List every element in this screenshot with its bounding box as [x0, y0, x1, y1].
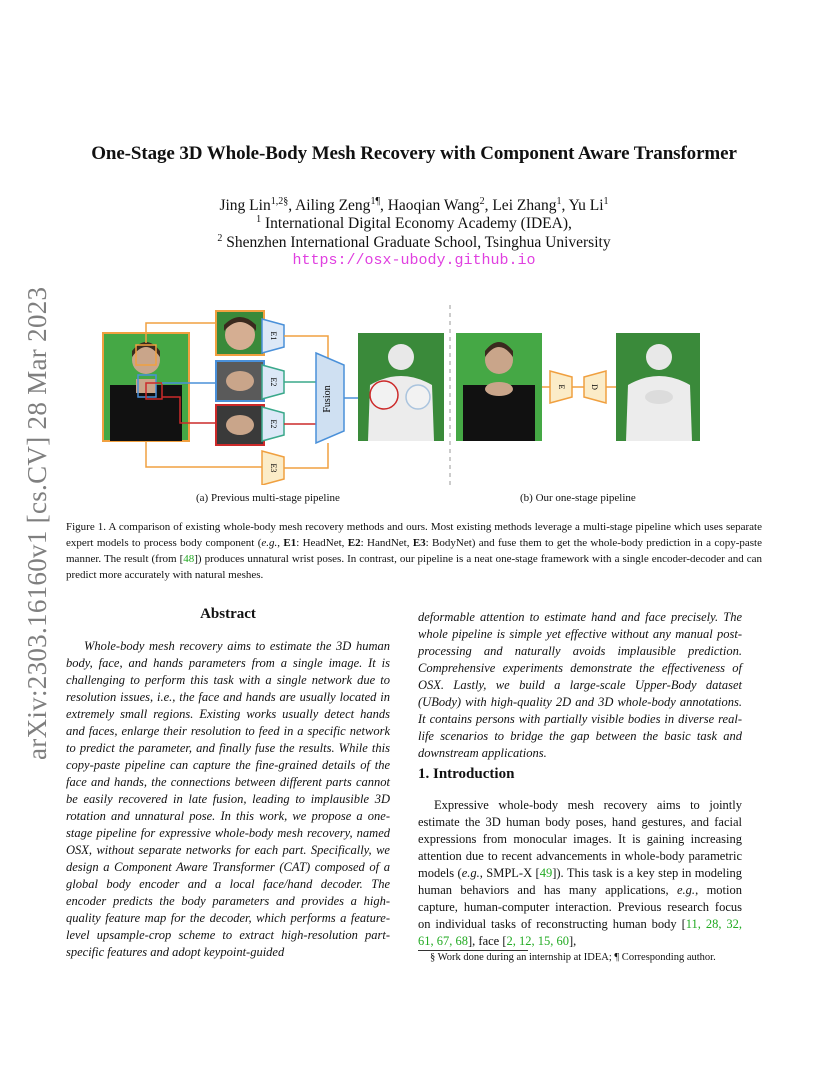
footnote-rule: [418, 950, 528, 951]
crop-hand-right: [216, 405, 264, 445]
aff-text: Shenzhen International Graduate School, Tsinghua University: [222, 234, 611, 252]
encoder-label: E2: [269, 377, 278, 387]
encoder-label-b: E: [557, 384, 566, 390]
citation-link[interactable]: 2, 12, 15, 60: [506, 934, 570, 948]
aff-sup: 2: [217, 233, 223, 244]
encoder-e-b: [550, 371, 572, 403]
footnote: § Work done during an internship at IDEA; ¶ Corresponding author.: [430, 952, 716, 963]
author-names: , Haoqian Wang: [379, 197, 480, 215]
aff-text: International Digital Economy Academy (IDEA),: [261, 215, 572, 233]
intro-text: e.g.: [677, 883, 696, 897]
caption-text: ]) produces unnatural wrist poses. In contrast, our pipeline is a neat one-stage framework with a single encoder-decoder and can predict more accurately with natural meshes.: [66, 553, 762, 581]
caption-text: ,: [277, 537, 284, 549]
author-sup: 1,2§: [270, 196, 289, 207]
project-url-link[interactable]: https://osx-ubody.github.io: [292, 252, 536, 269]
author-sup: 1: [556, 196, 562, 207]
caption-text: : BodyNet) and fuse them to get the whole-body prediction in a copy-paste manner. The result (from [: [66, 537, 762, 565]
caption-text: E3: [412, 537, 426, 549]
intro-text: , motion capture, human-computer interaction. Previous research focus on individual tasks of reconstructing human body [: [418, 883, 743, 931]
intro-text: ],: [569, 934, 577, 948]
encoder-label: E1: [269, 331, 278, 341]
crop-hand-left: [216, 361, 264, 401]
input-photo-a: [103, 333, 189, 441]
intro-text: ]). This task is a key step in modeling human behaviors and has many applications,: [418, 866, 742, 897]
input-photo-b: [456, 333, 542, 441]
caption-text: Figure 1. A comparison of existing whole-body mesh recovery methods and ours. Most existing methods leverage a multi-stage pipeline which uses separate expert models to process body component (: [66, 521, 762, 549]
subcaption-b: (b) Our one-stage pipeline: [520, 492, 636, 504]
abstract-body: Whole-body mesh recovery aims to estimate the 3D human body, face, and hands parameters from a single image. It is challenging to perform this task with a single network due to resolution issues, i.e., the face and hands are usually located in extremely small regions. Existing works usually detect hands and faces, enlarge their resolution to feed in a specific network to predict the parameter, and finally fuse the results. While this copy-paste pipeline can capture the fine-grained details of the face and hands, the connections between different parts cannot be easily recovered in late fusion, leading to implausible 3D rotation and unnatural pose. In this work, we propose a one-stage pipeline for expressive whole-body mesh recovery, named OSX, without separate networks for each part. Specifically, we design a Component Aware Transformer (CAT) composed of a global body encoder and a local face/hand decoder. The encoder predicts the body parameters and provides a high-quality feature map for the decoder, which performs a feature-level upsample-crop scheme to extract high-resolution part-specific features and adopt keypoint-guided: [66, 639, 390, 959]
caption-text: e.g.: [261, 537, 278, 549]
author-sup: 2: [479, 196, 485, 207]
encoder-label: E2: [269, 419, 278, 429]
fusion-label: Fusion: [322, 385, 333, 413]
abstract-body-continued: deformable attention to estimate hand and face precisely. The whole pipeline is simple yet effective without any manual post-processing and naturally avoids implausible prediction. Comprehensive experiments demonstrate the effectiveness of OSX. Lastly, we build a large-scale Upper-Body dataset (UBody) with high-quality 2D and 3D whole-body annotations. It contains persons with partially visible bodies in diverse real-life scenarios to bridge the gap between the basic task and downstream applications.: [418, 610, 742, 760]
decoder-label-b: D: [590, 384, 599, 390]
caption-text: : HandNet,: [360, 537, 413, 549]
caption-text: : HeadNet,: [296, 537, 348, 549]
intro-text: , SMPL-X [: [479, 866, 540, 880]
author-names: , Lei Zhang: [484, 197, 557, 215]
author-jing-lin: Jing Lin: [219, 197, 271, 215]
aff-sup: 1: [256, 214, 262, 225]
affiliation-2: [0, 233, 828, 252]
citation-link[interactable]: 49: [539, 866, 553, 880]
abstract-heading: Abstract: [200, 606, 256, 622]
intro-text: ], face [: [468, 934, 507, 948]
affiliation-1: [0, 214, 828, 233]
caption-text: E2: [347, 537, 361, 549]
intro-body: [418, 797, 742, 950]
fusion-block: [316, 353, 344, 443]
figure-caption: [66, 519, 762, 583]
arxiv-sidebar-stamp: arXiv:2303.16160v1 [cs.CV] 28 Mar 2023: [22, 286, 52, 760]
intro-text: e.g.: [461, 866, 480, 880]
intro-heading: 1. Introduction: [418, 766, 515, 782]
decoder-d-b: [584, 371, 606, 403]
encoder-e3: [262, 451, 284, 485]
output-mesh-b: [616, 333, 700, 441]
encoder-e1: [262, 319, 284, 353]
encoder-e2-left: [262, 365, 284, 399]
encoder-e2-right: [262, 407, 284, 441]
encoder-label: E3: [269, 463, 278, 473]
citation-link[interactable]: 11, 28, 32, 61, 67, 68: [418, 917, 742, 948]
crop-face: [216, 311, 264, 355]
output-mesh-a: [358, 333, 444, 441]
pipeline-figure: [100, 305, 700, 485]
author-sup: 1: [603, 196, 609, 207]
author-names: , Ailing Zeng: [288, 197, 371, 215]
author-list: [0, 196, 828, 215]
paper-title: One-Stage 3D Whole-Body Mesh Recovery with Component Aware Transformer: [91, 143, 737, 164]
intro-text: Expressive whole-body mesh recovery aims to jointly estimate the 3D human body poses, hand gestures, and facial expressions from monocular images. It is gaining increasing attention due to recent advancements in whole-body parametric models (: [418, 798, 742, 880]
caption-text: E1: [283, 537, 297, 549]
subcaption-a: (a) Previous multi-stage pipeline: [196, 492, 340, 504]
author-sup: 1¶: [370, 196, 380, 207]
citation-link[interactable]: 48: [183, 553, 195, 565]
author-names: , Yu Li: [561, 197, 604, 215]
